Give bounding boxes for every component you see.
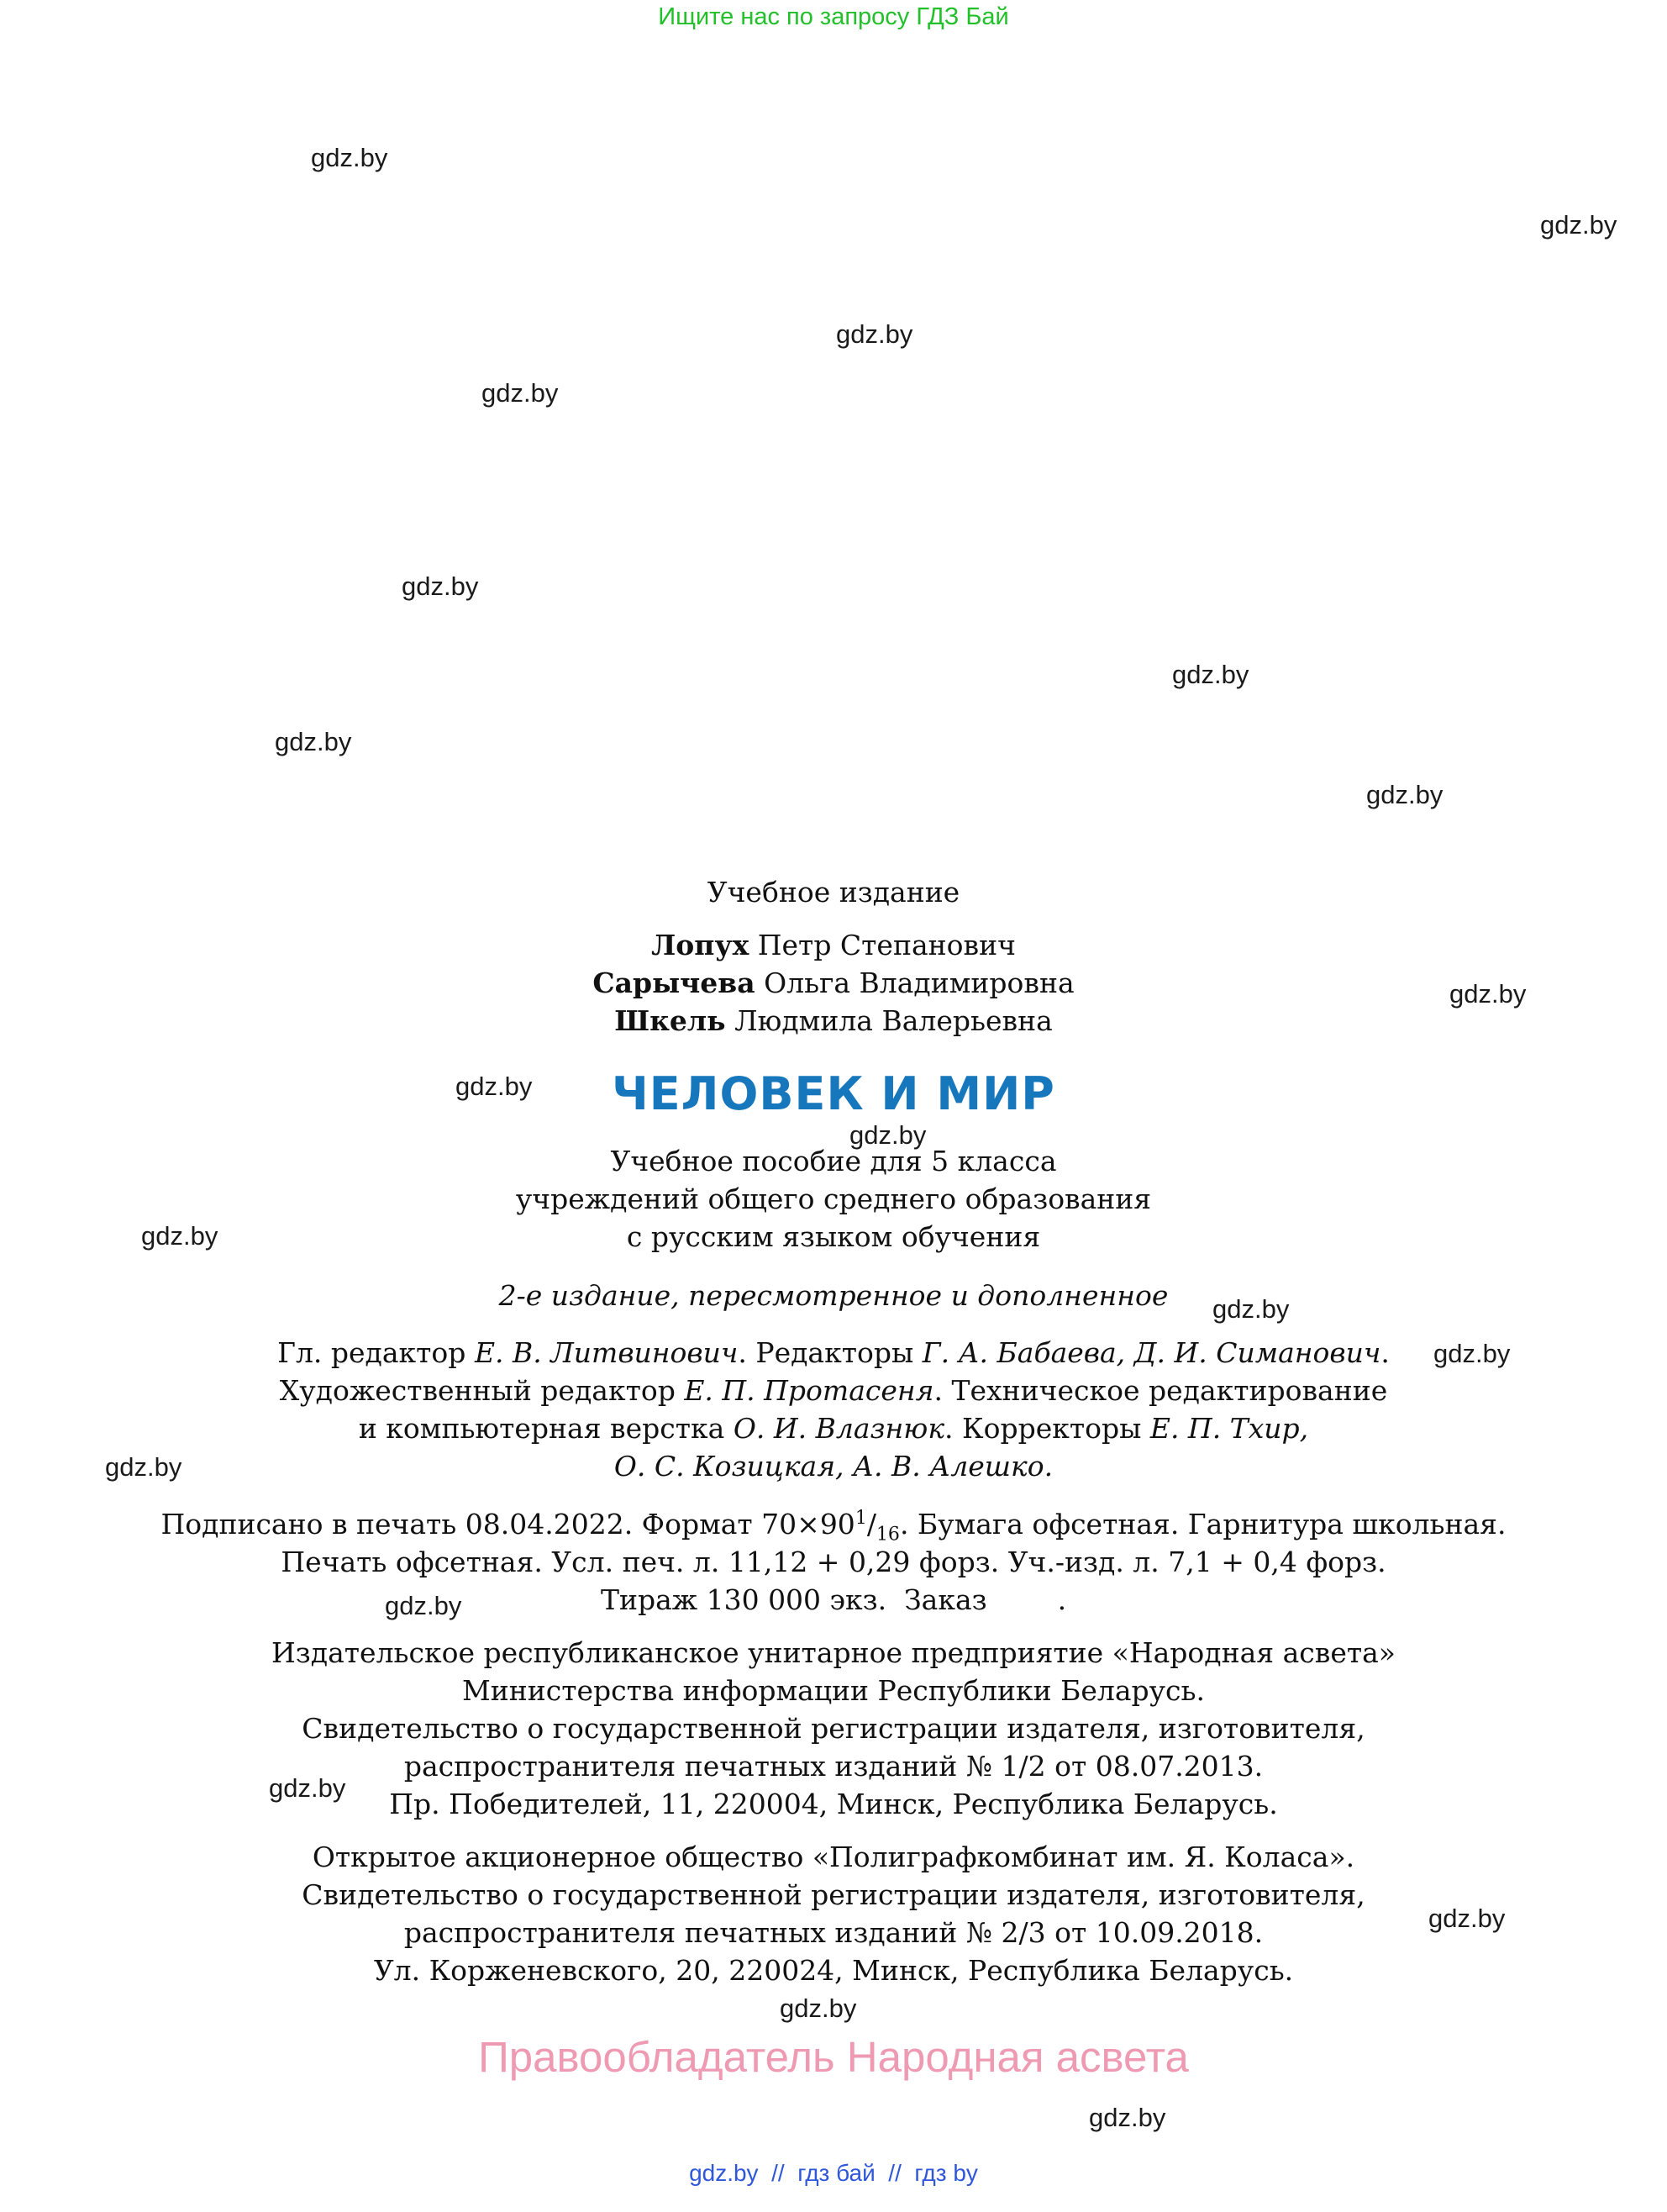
format-times: ×: [797, 1508, 820, 1540]
watermark: gdz.by: [780, 1993, 857, 2023]
watermark: gdz.by: [269, 1773, 346, 1803]
book-title: ЧЕЛОВЕК И МИР: [612, 1067, 1055, 1120]
editors-line: Гл. редактор Е. В. Литвинович. Редакторы Г. А. Бабаева, Д. И. Симанович.: [277, 1336, 1390, 1369]
layout-name: О. И. Влазнюк: [733, 1412, 945, 1445]
editors-names: Г. А. Бабаева, Д. И. Симанович: [922, 1336, 1381, 1369]
art-editor-name: Е. П. Протасеня: [684, 1374, 934, 1407]
watermark: gdz.by: [1366, 780, 1444, 809]
author-line: [0, 1004, 1667, 1037]
editors-label: Редакторы: [755, 1336, 914, 1369]
watermark: gdz.by: [385, 1591, 462, 1620]
format-sup: 1: [855, 1508, 867, 1529]
watermark: gdz.by: [311, 143, 388, 172]
watermark: gdz.by: [275, 727, 352, 756]
print-info-line: Тираж 130 000 экз. Заказ .: [600, 1583, 1067, 1616]
editors-line: Художественный редактор Е. П. Протасеня. Техническое редактирование: [279, 1374, 1388, 1407]
author-line: [0, 931, 1667, 959]
signed-suffix: . Бумага офсетная. Гарнитура школьная.: [899, 1508, 1507, 1540]
edition-type: Учебное издание: [707, 876, 960, 908]
print-info-line: [0, 1508, 1667, 1546]
layout-label: и компьютерная верстка: [358, 1412, 725, 1445]
author-name: Петр Степанович: [757, 929, 1016, 961]
print-info-line: Печать офсетная. Усл. печ. л. 11,12 + 0,29 форз. Уч.-изд. л. 7,1 + 0,4 форз.: [281, 1546, 1386, 1578]
tech-editing-label: Техническое редактирование: [951, 1374, 1388, 1407]
format-slash: /: [866, 1508, 876, 1540]
footer-links[interactable]: gdz.by // гдз бай // гдз by: [689, 2160, 978, 2186]
watermark: gdz.by: [402, 571, 479, 601]
proofreaders-label: Корректоры: [962, 1412, 1142, 1445]
rights-holder-watermark: Правообладатель Народная асвета: [478, 2033, 1189, 2081]
art-editor-label: Художественный редактор: [279, 1374, 676, 1407]
watermark: gdz.by: [1428, 1904, 1506, 1933]
watermark: gdz.by: [1540, 210, 1617, 240]
chief-editor-name: Е. В. Литвинович: [474, 1336, 739, 1369]
editors-line: О. С. Козицкая, А. В. Алешко.: [613, 1450, 1054, 1483]
watermark: gdz.by: [141, 1221, 218, 1251]
author-name: Ольга Владимировна: [764, 966, 1075, 999]
watermark: gdz.by: [1172, 660, 1249, 689]
author-surname: Лопух: [651, 929, 749, 961]
printer-line: Ул. Корженевского, 20, 220024, Минск, Республика Беларусь.: [373, 1954, 1294, 1987]
edition-note: 2-е издание, пересмотренное и дополненное: [498, 1279, 1169, 1312]
publisher-line: Пр. Победителей, 11, 220004, Минск, Республика Беларусь.: [389, 1788, 1278, 1820]
publisher-line: Издательское республиканское унитарное предприятие «Народная асвета»: [271, 1636, 1396, 1669]
publisher-line: Министерства информации Республики Беларусь.: [462, 1674, 1205, 1707]
watermark: gdz.by: [1433, 1339, 1511, 1368]
watermark: gdz.by: [1212, 1294, 1290, 1324]
signed-prefix: Подписано в печать 08.04.2022. Формат 70: [160, 1508, 797, 1540]
author-surname: Шкель: [614, 1004, 726, 1037]
subtitle-line: учреждений общего среднего образования: [515, 1182, 1152, 1215]
printer-line: распространителя печатных изданий № 2/3 от 10.09.2018.: [403, 1916, 1264, 1949]
subtitle-line: с русским языком обучения: [626, 1220, 1041, 1253]
editors-line: и компьютерная верстка О. И. Влазнюк. Корректоры Е. П. Тхир,: [358, 1412, 1309, 1445]
author-name: Людмила Валерьевна: [734, 1004, 1053, 1037]
proofreader-name: Е. П. Тхир,: [1149, 1412, 1309, 1445]
author-line: [0, 966, 1667, 999]
publisher-line: Свидетельство о государственной регистрации издателя, изготовителя,: [302, 1712, 1365, 1745]
proofreader-names: О. С. Козицкая, А. В. Алешко: [613, 1450, 1044, 1483]
top-banner: Ищите нас по запросу ГДЗ Бай: [658, 3, 1009, 30]
author-surname: Сарычева: [592, 966, 755, 999]
watermark: gdz.by: [836, 319, 913, 349]
watermark: gdz.by: [849, 1120, 927, 1150]
format-90: 90: [819, 1508, 855, 1540]
watermark: gdz.by: [481, 378, 559, 408]
format-sub: 16: [876, 1524, 900, 1546]
watermark: gdz.by: [455, 1072, 533, 1101]
publisher-line: распространителя печатных изданий № 1/2 от 08.07.2013.: [403, 1750, 1264, 1783]
watermark: gdz.by: [1089, 2103, 1166, 2132]
watermark: gdz.by: [1449, 979, 1527, 1009]
watermark: gdz.by: [105, 1452, 182, 1482]
printer-line: Свидетельство о государственной регистрации издателя, изготовителя,: [302, 1878, 1365, 1911]
printer-line: Открытое акционерное общество «Полиграфкомбинат им. Я. Коласа».: [312, 1841, 1355, 1873]
chief-editor-label: Гл. редактор: [277, 1336, 466, 1369]
subtitle-line: Учебное пособие для 5 класса: [610, 1145, 1057, 1177]
